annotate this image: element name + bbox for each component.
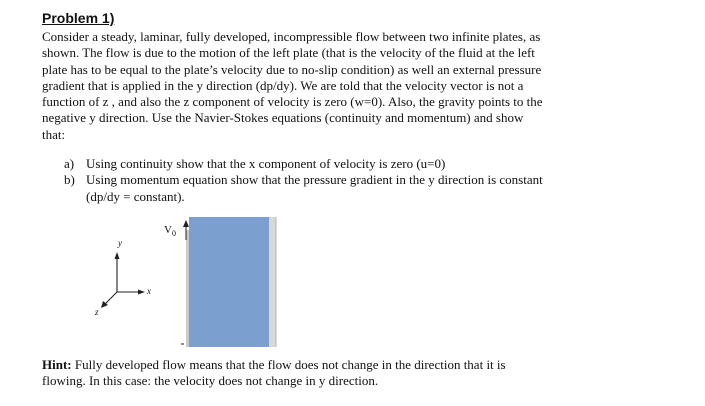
flow-diagram [80,212,300,352]
task-text: (dp/dy = constant). [86,188,185,204]
statement-line: function of z , and also the z component of velocity is zero (w=0). Also, the gravity points to the [42,94,543,110]
flow-figure [80,212,300,352]
hint-text: Fully developed flow means that the flow does not change in the direction that it is [71,357,506,372]
statement-line: shown. The flow is due to the motion of the left plate (that is the velocity of the fluid at the left [42,45,535,61]
z-axis-label: z [95,307,99,317]
hint-line [42,357,506,373]
statement-line: Consider a steady, laminar, fully developed, incompressible flow between two infinite plates, as [42,29,541,44]
y-axis-arrowhead [115,252,120,259]
velocity-label: $V_0$ [164,224,176,239]
statement-line: plate has to be equal to the plate’s velocity due to no-slip condition) as well an external pressure [42,61,542,77]
coordinate-axes [101,252,145,308]
task-list [64,156,543,205]
velocity-arrow-head [183,220,189,227]
task-text: Using momentum equation show that the pressure gradient in the y direction is constant [86,172,543,188]
hint-block [42,357,506,390]
x-axis-arrowhead [138,290,145,295]
statement-line: negative y direction. Use the Navier-Stokes equations (continuity and momentum) and show [42,110,524,126]
x-axis-label: x [147,286,151,296]
task-item-a [64,156,543,172]
statement-line: that: [42,126,66,142]
task-item-b-continuation [64,189,543,205]
hint-label: Hint: [42,357,72,372]
left-plate [186,230,189,347]
problem-statement [42,29,642,143]
task-text: Using continuity show that the x component of velocity is zero (u=0) [86,156,446,171]
problem-title: Problem 1) [42,10,115,26]
y-axis-label: y [118,238,122,248]
task-item-b [64,172,543,188]
right-plate [269,217,276,347]
fluid-region [189,217,269,347]
task-label: b) [64,172,75,188]
z-axis-line [104,292,117,305]
statement-line: gradient that is applied in the y direction (dp/dy). We are told that the velocity vector is not a [42,77,524,93]
hint-line: flowing. In this case: the velocity does not change in y direction. [42,373,379,389]
task-label: a) [64,156,75,171]
